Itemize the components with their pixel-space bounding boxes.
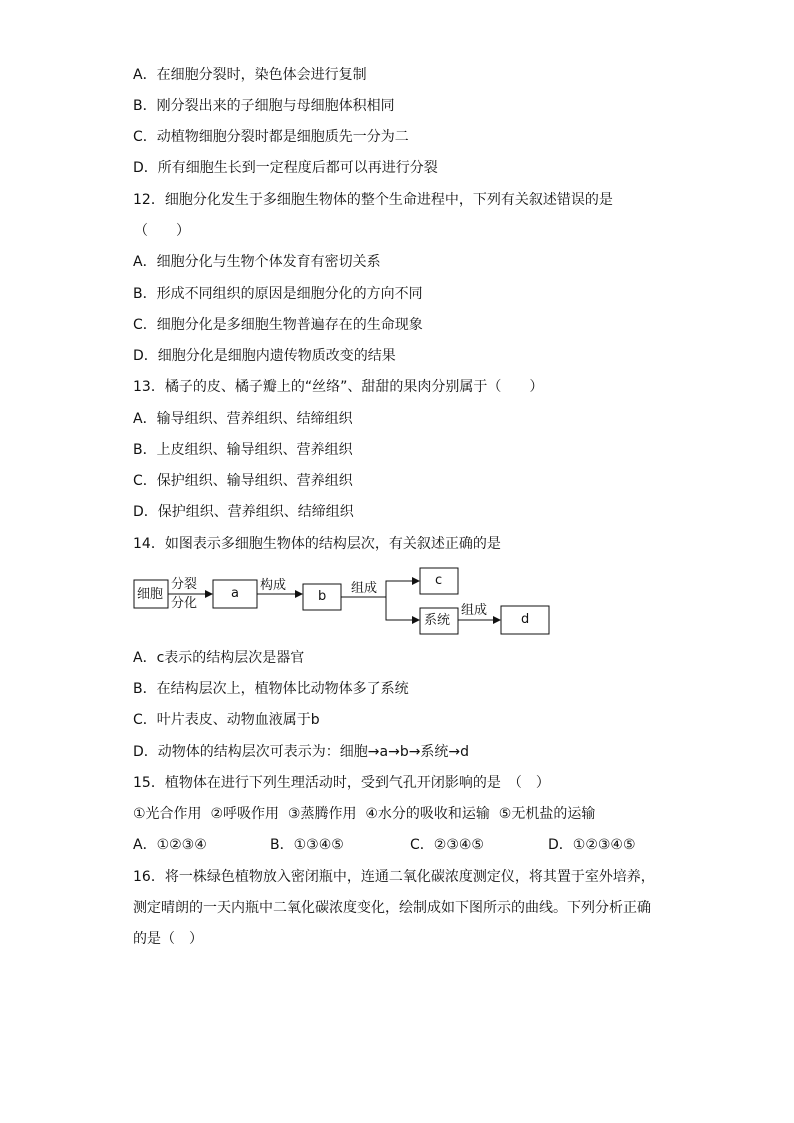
q15-option-d: D．①②③④⑤	[548, 837, 636, 853]
q11-option-d: D．所有细胞生长到一定程度后都可以再进行分裂	[133, 160, 438, 176]
q16-line-2: 测定晴朗的一天内瓶中二氧化碳浓度变化，绘制成如下图所示的曲线。下列分析正确	[133, 900, 651, 916]
label-system: 系统	[424, 613, 451, 628]
q11-option-b: B．刚分裂出来的子细胞与母细胞体积相同	[133, 98, 395, 114]
q13-option-b: B．上皮组织、输导组织、营养组织	[133, 442, 353, 458]
label-d: d	[521, 612, 530, 627]
q13-option-c: C．保护组织、输导组织、营养组织	[133, 473, 353, 489]
q12-option-b: B．形成不同组织的原因是细胞分化的方向不同	[133, 286, 423, 302]
q15-stem: 15．植物体在进行下列生理活动时，受到气孔开闭影响的是 （ ）	[133, 775, 550, 791]
q16-line-1: 16．将一株绿色植物放入密闭瓶中，连通二氧化碳浓度测定仪，将其置于室外培养，	[133, 869, 655, 885]
q12-answer-bracket: （ ）	[134, 223, 190, 239]
q15-items: ①光合作用 ②呼吸作用 ③蒸腾作用 ④水分的吸收和运输 ⑤无机盐的运输	[133, 806, 596, 822]
q13-option-a: A．输导组织、营养组织、结缔组织	[133, 411, 353, 427]
q15-option-c: C．②③④⑤	[410, 837, 484, 853]
q14-stem: 14．如图表示多细胞生物体的结构层次，有关叙述正确的是	[133, 536, 501, 552]
q11-option-c: C．动植物细胞分裂时都是细胞质先一分为二	[133, 129, 409, 145]
label-b: b	[318, 589, 327, 604]
q13-stem: 13．橘子的皮、橘子瓣上的“丝络”、甜甜的果肉分别属于（ ）	[133, 379, 544, 395]
q14-option-a: A．c表示的结构层次是器官	[133, 650, 305, 666]
arrow-to-system	[386, 597, 419, 620]
label-c: c	[435, 573, 443, 588]
q13-option-d: D．保护组织、营养组织、结缔组织	[133, 504, 354, 520]
q15-option-b: B．①③④⑤	[270, 837, 344, 853]
q15-option-a: A．①②③④	[133, 837, 207, 853]
q12-option-d: D．细胞分化是细胞内遗传物质改变的结果	[133, 348, 396, 364]
label-differentiate: 分化	[171, 596, 198, 611]
q16-line-3: 的是（ ）	[133, 931, 203, 947]
label-cell: 细胞	[137, 587, 164, 602]
arrow-to-c	[386, 581, 419, 597]
label-form2: 组成	[461, 603, 488, 618]
q11-option-a: A．在细胞分裂时，染色体会进行复制	[133, 67, 367, 83]
structure-level-diagram	[133, 566, 553, 638]
label-compose1: 构成	[260, 578, 287, 593]
q14-option-b: B．在结构层次上，植物体比动物体多了系统	[133, 681, 409, 697]
q12-option-c: C．细胞分化是多细胞生物普遍存在的生命现象	[133, 317, 423, 333]
q12-option-a: A．细胞分化与生物个体发育有密切关系	[133, 254, 381, 270]
q14-option-c: C．叶片表皮、动物血液属于b	[133, 712, 320, 728]
label-form1: 组成	[351, 581, 378, 596]
q14-option-d: D．动物体的结构层次可表示为：细胞→a→b→系统→d	[133, 744, 470, 760]
label-a: a	[231, 586, 239, 601]
q12-stem: 12．细胞分化发生于多细胞生物体的整个生命进程中，下列有关叙述错误的是	[133, 192, 613, 208]
label-divide: 分裂	[171, 577, 198, 592]
